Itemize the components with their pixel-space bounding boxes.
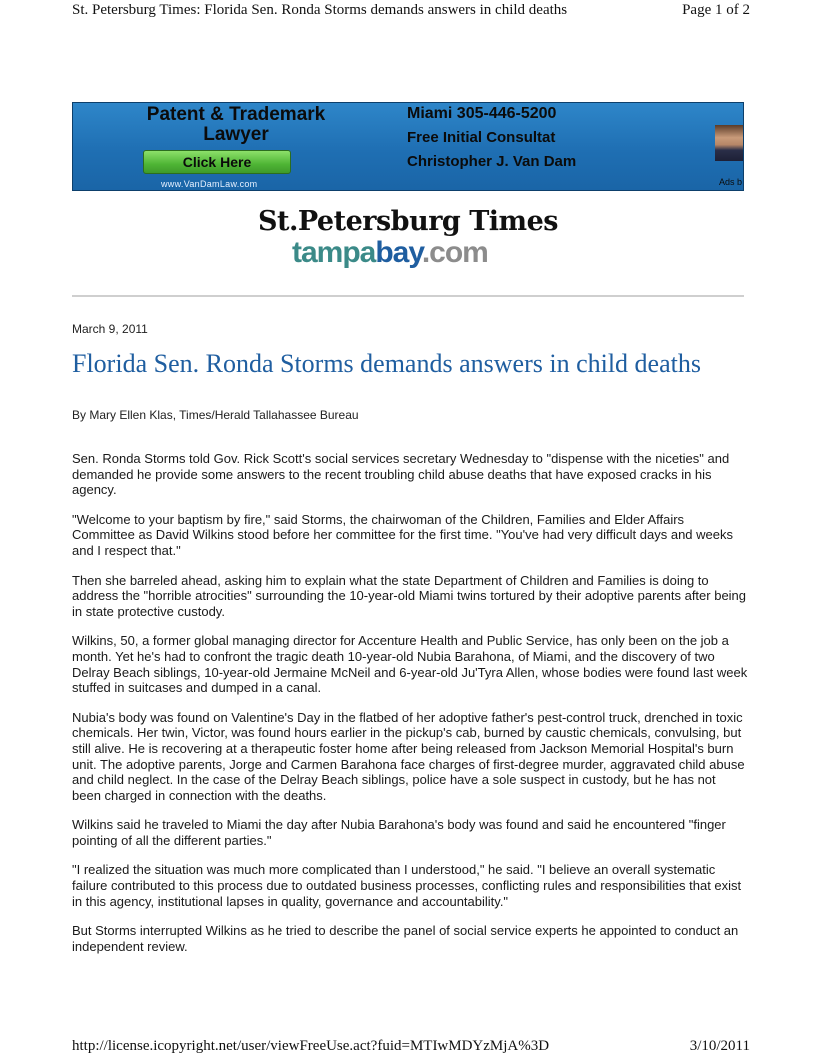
article-paragraph: Nubia's body was found on Valentine's Day in the flatbed of her adoptive father's pest-control truck, drenched in toxic chemicals. Her twin, Victor, was found hours earlier in the pickup's cab, burned by caustic chemicals, convulsing, but still alive. He is recovering at a therapeutic foster home after being released from Jackson Memorial Hospital's burn unit. The adoptive parents, Jorge and Carmen Barahona face charges of first-degree murder, aggravated child abuse and child neglect. In the case of the Delray Beach siblings, police have a sole suspect in custody, but he has not been charged in connection with the deaths.: [72, 709, 745, 803]
print-header: [72, 2, 750, 20]
ads-by-label[interactable]: Ads b: [719, 177, 743, 187]
article-paragraph: Wilkins, 50, a former global managing director for Accenture Health and Public Service, has only been on the job a month. Yet he's had to confront the tragic death 10-year-old Nubia Barahona, of Miami, and the discovery of two Delray Beach siblings, 10-year-old Jermaine McNeil and 6-year-old Ju'Tyra Allen, whose bodies were found last week stuffed in suitcases and dumped in a canal.: [72, 633, 748, 696]
ad-title-line2: Lawyer: [203, 124, 269, 145]
masthead-divider: [72, 295, 744, 297]
masthead-logo: St.Petersburg Times: [257, 206, 558, 237]
ad-consultation: Free Initial Consultat: [407, 129, 556, 146]
tampabay-logo: [292, 236, 488, 270]
article-paragraph: "I realized the situation was much more complicated than I understood," he said. "I believe an overall systematic failure contributed to this process due to outdated business processes, conflicting rules and responsibilities that exist in this agency, institutional lapses in quality, governance and accountability.": [72, 862, 742, 909]
ad-phone: Miami 305-446-5200: [407, 105, 557, 122]
tampabay-logo-part1: tampa: [292, 236, 376, 269]
tampabay-logo-part3: .com: [421, 236, 488, 269]
ad-title: [105, 105, 367, 145]
article-paragraph: Wilkins said he traveled to Miami the day after Nubia Barahona's body was found and said he encountered "finger pointing of all the different parties.": [72, 817, 726, 848]
print-footer-date: 3/10/2011: [689, 1038, 750, 1054]
ad-url[interactable]: www.VanDamLaw.com: [161, 179, 258, 189]
ad-banner[interactable]: [72, 102, 744, 191]
article-body: [72, 451, 748, 968]
ad-title-line1: Patent & Trademark: [146, 104, 326, 125]
article-byline: By Mary Ellen Klas, Times/Herald Tallahassee Bureau: [72, 408, 359, 422]
ad-click-here-button[interactable]: Click Here: [143, 150, 291, 174]
article-paragraph: But Storms interrupted Wilkins as he tried to describe the panel of social service experts he appointed to conduct an independent review.: [72, 923, 739, 954]
print-header-title: St. Petersburg Times: Florida Sen. Ronda Storms demands answers in child deaths: [72, 2, 568, 18]
print-footer-url[interactable]: http://license.icopyright.net/user/viewFreeUse.act?fuid=MTIwMDYzMjA%3D: [72, 1038, 550, 1054]
article-date: March 9, 2011: [72, 322, 148, 336]
article-headline: Florida Sen. Ronda Storms demands answers in child deaths: [72, 349, 701, 378]
ad-photo: [715, 125, 744, 161]
article-paragraph: Sen. Ronda Storms told Gov. Rick Scott's social services secretary Wednesday to "dispense with the niceties" and demanded he provide some answers to the recent troubling child abuse deaths that have exposed cracks in his agency.: [72, 451, 730, 498]
ad-lawyer-name: Christopher J. Van Dam: [407, 153, 577, 170]
tampabay-logo-part2: bay: [375, 236, 422, 269]
article-paragraph: Then she barreled ahead, asking him to explain what the state Department of Children and Families is doing to address the "horrible atrocities" surrounding the 10-year-old Miami twins tortured by their adoptive parents after being in state protective custody.: [72, 572, 747, 619]
print-footer: [72, 1038, 750, 1056]
print-header-page: Page 1 of 2: [682, 2, 750, 18]
article-paragraph: "Welcome to your baptism by fire," said Storms, the chairwoman of the Children, Families and Elder Affairs Committee as David Wilkins stood before her committee for the first time. "You've had very difficult days and weeks and I respect that.": [72, 511, 733, 558]
